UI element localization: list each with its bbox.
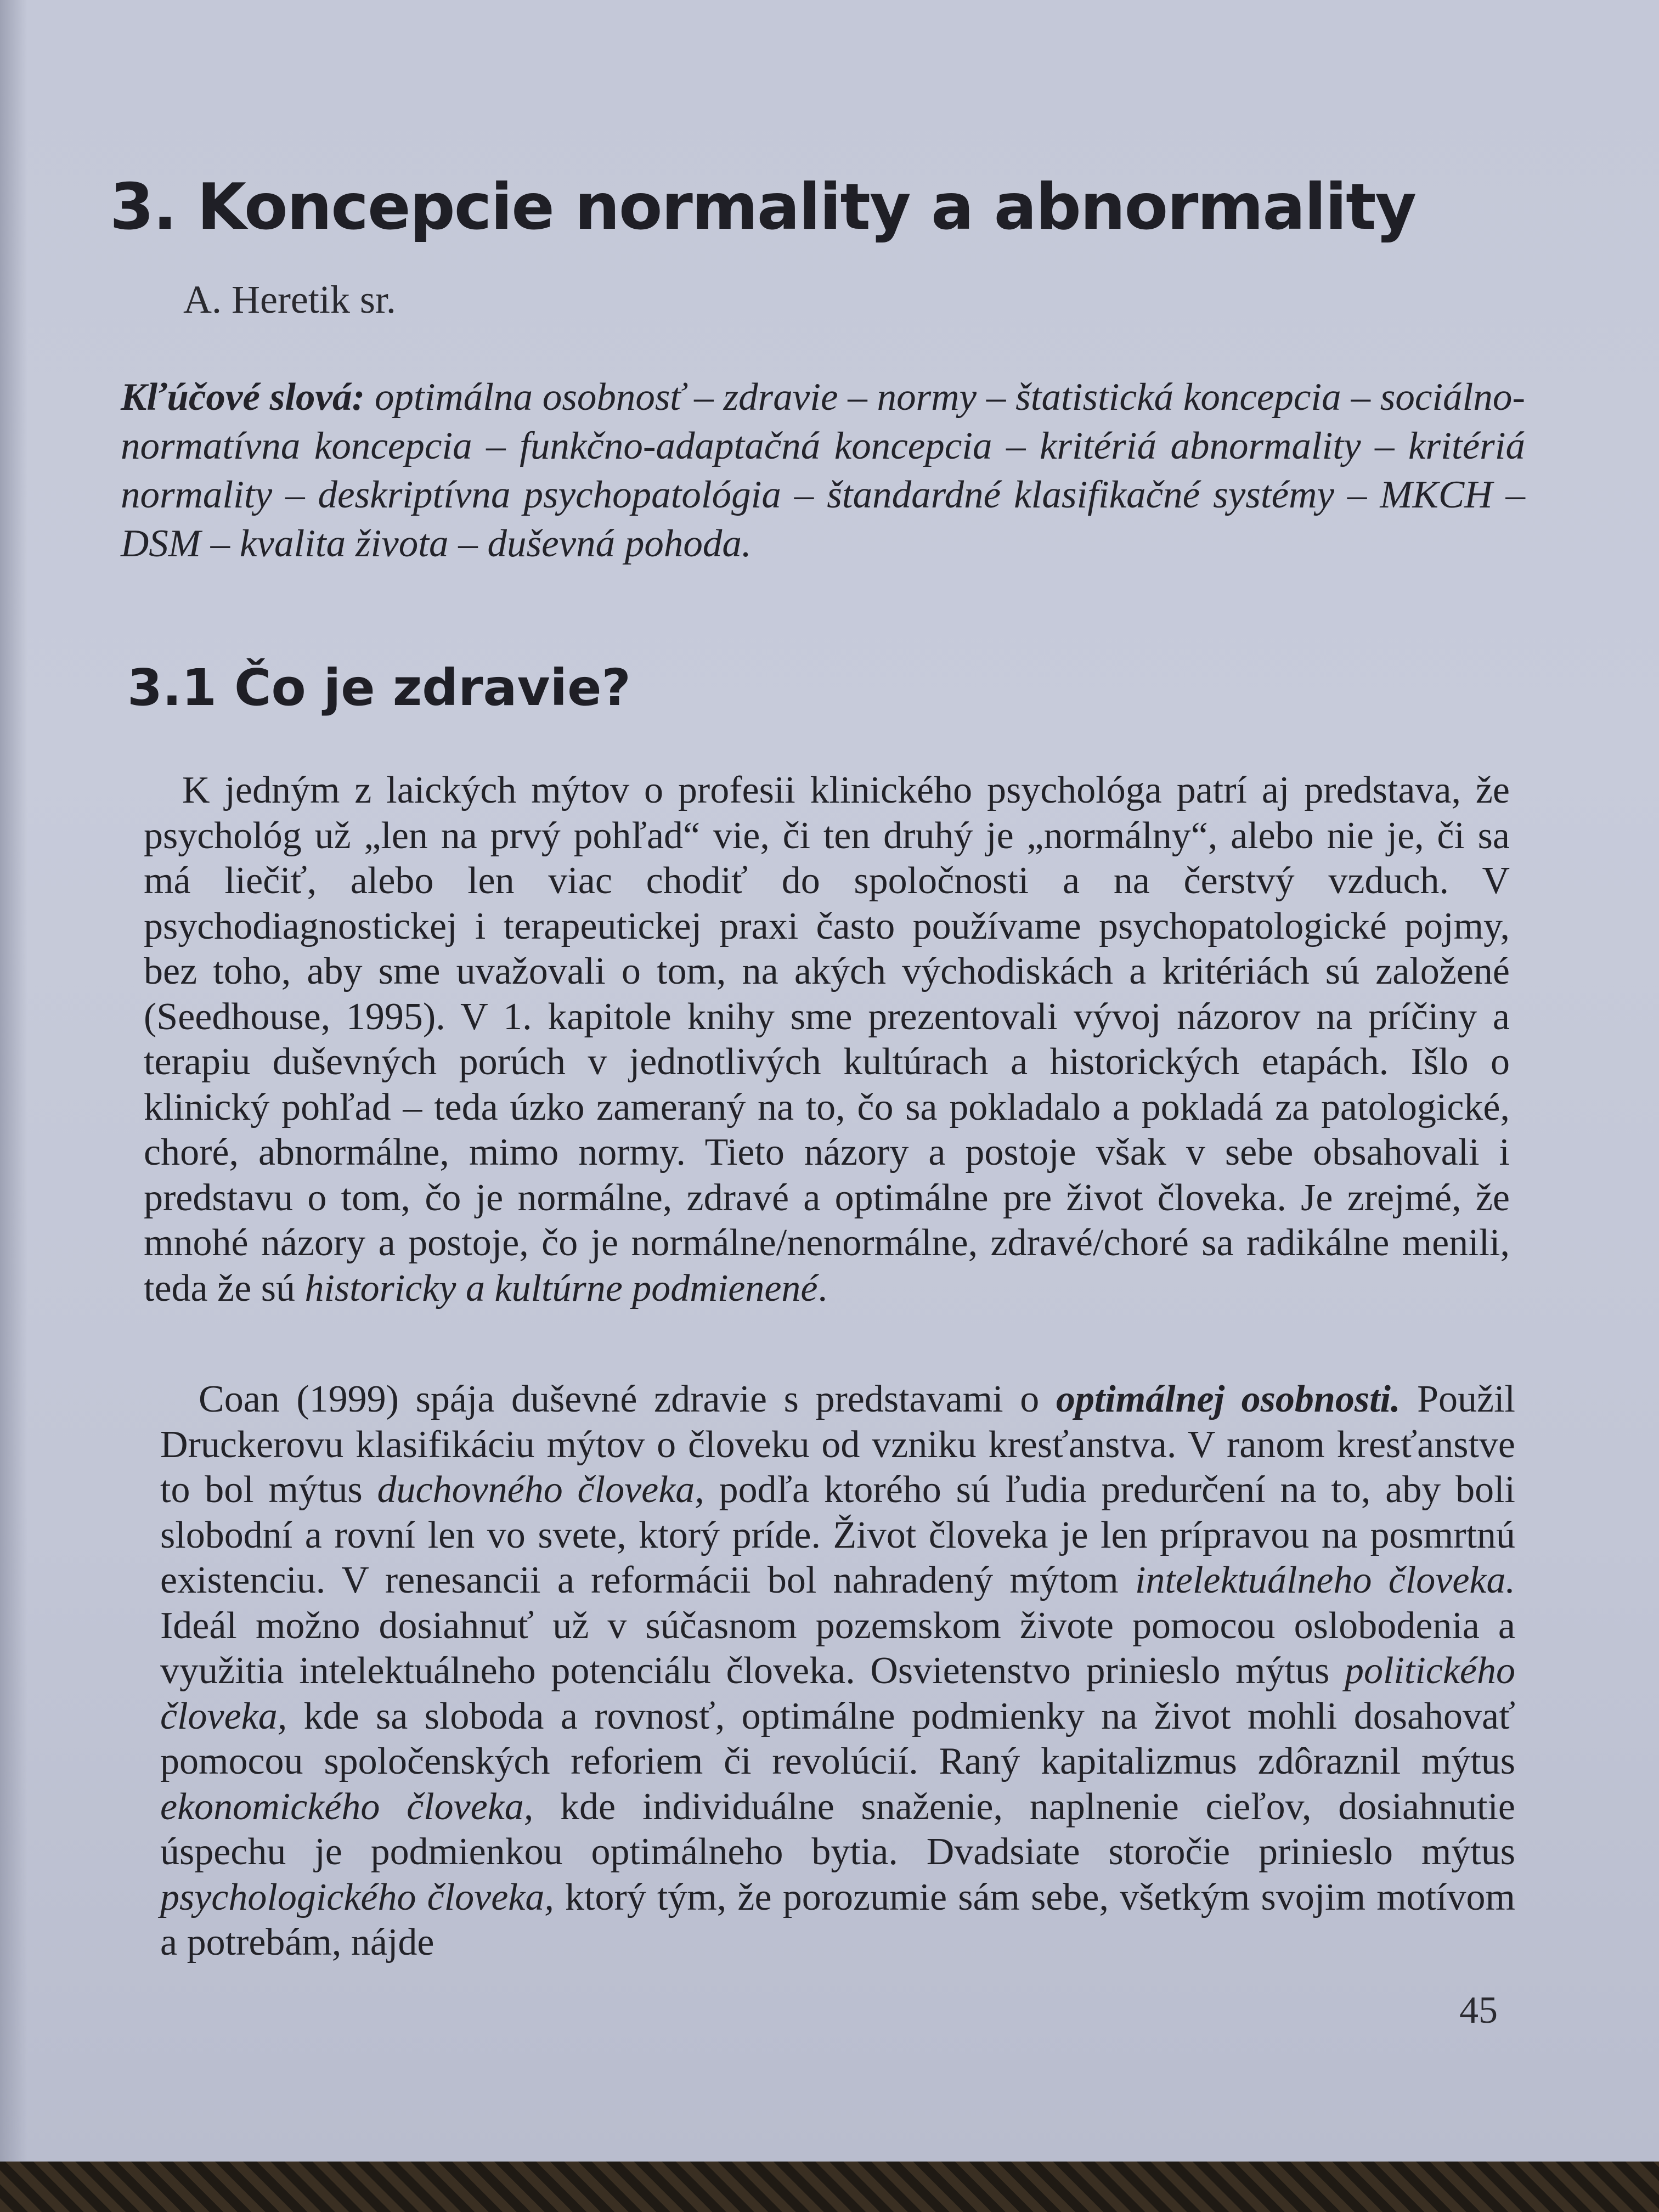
paragraph-text: kde sa sloboda a rovnosť, optimálne podmienky na život mohli dosahovať pomocou spoločenských reforiem či revolúcií. Raný kapitalizmus zdôraznil mýtus: [160, 1695, 1515, 1782]
paragraph-italic-text: historicky a kultúrne podmienené: [304, 1267, 818, 1310]
body-paragraph-1: [144, 768, 1510, 1311]
paragraph-text: K jedným z laických mýtov o profesii klinického psychológa patrí aj predstava, že psychológ už „len na prvý pohľad“ vie, či ten druhý je „normálny“, alebo nie je, či sa má liečiť, alebo len viac chodiť do spoločnosti a na čerstvý vzduch. V psychodiagnostickej i terapeutickej praxi často používame psychopatologické pojmy, bez toho, aby sme uvažovali o tom, na akých východiskách a kritériách sú založené (Seedhouse, 1995). V 1. kapitole knihy sme prezentovali vývoj názorov na príčiny a terapiu duševných porúch v jednotlivých kultúrach a historických etapách. Išlo o klinický pohľad – teda úzko zameraný na to, čo sa pokladalo a pokladá za patologické, choré, abnormálne, mimo normy. Tieto názory a postoje však v sebe obsahovali i predstavu o tom, čo je normálne, zdravé a optimálne pre život človeka. Je zrejmé, že mnohé názory a postoje, čo je normálne/nenormálne, zdravé/choré sa radikálne menili, teda že sú: [144, 769, 1510, 1310]
background-surface: [0, 2162, 1659, 2212]
page-gutter-shadow: [0, 0, 27, 2162]
chapter-title: 3. Koncepcie normality a abnormality: [110, 170, 1416, 244]
section-title: 3.1 Čo je zdravie?: [127, 658, 631, 717]
keywords-block: [121, 373, 1525, 568]
keywords-label: Kľúčové slová:: [121, 376, 365, 419]
paragraph-italic-text: politického človeka,: [160, 1650, 1515, 1737]
paragraph-text: .: [817, 1267, 827, 1310]
paragraph-italic-text: ekonomického človeka,: [160, 1785, 534, 1828]
page-number: 45: [1459, 1989, 1498, 2032]
paragraph-text: podľa ktorého sú ľudia predurčení na to, aby boli slobodní a rovní len vo svete, ktorý príde. Život človeka je len prípravou na posmrtnú existenciu. V renesancii a reformácii bol nahradený mýtom: [160, 1469, 1515, 1601]
paragraph-text: ktorý tým, že porozumie sám sebe, všetkým svojim motívom a potrebám, nájde: [160, 1876, 1515, 1963]
paragraph-text: Použil Druckerovu klasifikáciu mýtov o človeku od vzniku kresťanstva. V ranom kresťanstve to bol mýtus: [160, 1378, 1515, 1511]
paragraph-italic-text: intelektuálneho človeka.: [1135, 1559, 1515, 1601]
chapter-author: A. Heretik sr.: [183, 278, 396, 321]
paragraph-text: Ideál možno dosiahnuť už v súčasnom pozemskom živote pomocou oslobodenia a využitia intelektuálneho potenciálu človeka. Osvietenstvo prinieslo mýtus: [160, 1604, 1515, 1692]
keywords-text: optimálna osobnosť – zdravie – normy – štatistická koncepcia – sociálno- normatívna koncepcia – funkčno-adaptačná koncepcia – kritériá abnormality – kritériá normality – deskriptívna psychopatológia – štandardné klasifikačné systémy – MKCH – DSM – kvalita života – duševná pohoda.: [121, 376, 1525, 565]
body-paragraph-2: [160, 1377, 1515, 1966]
paragraph-text: kde individuálne snaženie, naplnenie cieľov, dosiahnutie úspechu je podmienkou optimálneho bytia. Dvadsiate storočie prinieslo mýtus: [160, 1785, 1515, 1873]
paragraph-text: Coan (1999) spája duševné zdravie s predstavami o: [199, 1378, 1056, 1420]
paragraph-italic-text: psychologického človeka,: [160, 1876, 554, 1918]
paragraph-bold-italic-text: optimálnej osobnosti.: [1056, 1378, 1401, 1420]
paragraph-italic-text: duchovného človeka,: [377, 1469, 704, 1511]
